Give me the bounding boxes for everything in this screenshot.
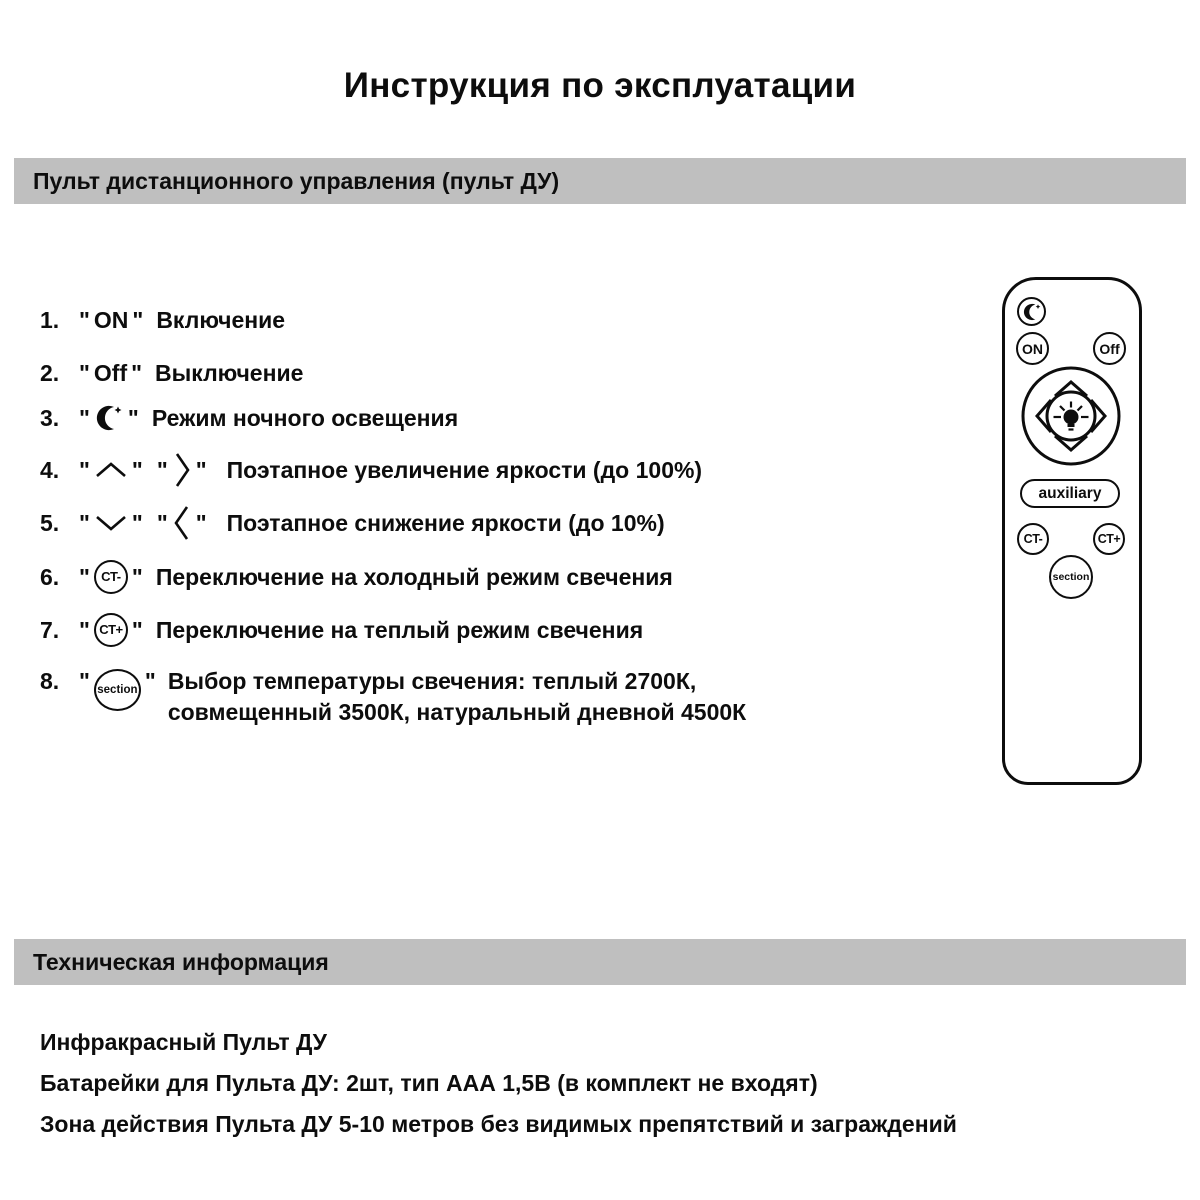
ct-minus-label: CT- <box>1023 532 1043 546</box>
chevron-down-icon <box>94 513 128 533</box>
quote-mark: " <box>195 510 207 536</box>
button-key-label: Off <box>93 360 128 386</box>
badge-label: section <box>97 684 138 696</box>
quote-mark: " <box>79 617 90 643</box>
section-button <box>1049 555 1093 599</box>
quote-mark: " <box>79 668 90 694</box>
quote-mark: " <box>131 564 143 590</box>
item-text: Режим ночного освещения <box>151 405 459 431</box>
on-button <box>1016 332 1049 365</box>
list-item-6 <box>40 559 673 595</box>
on-button-label: ON <box>1022 340 1043 357</box>
moon-icon <box>94 403 124 433</box>
quote-mark: " <box>79 360 90 386</box>
item-text-line2: совмещенный 3500К, натуральный дневной 4500К <box>167 699 747 725</box>
badge-label: CT+ <box>99 622 123 637</box>
item-number: 4. <box>40 457 60 483</box>
tech-line-1: Инфракрасный Пульт ДУ <box>40 1029 327 1055</box>
night-mode-button <box>1017 297 1046 326</box>
quote-mark: " <box>131 510 143 536</box>
ct-plus-button <box>1093 523 1125 555</box>
list-item-5 <box>40 505 665 541</box>
quote-mark: " <box>79 405 90 431</box>
section-button-label: section <box>1052 571 1090 583</box>
tech-line-3: Зона действия Пульта ДУ 5-10 метров без видимых препятствий и заграждений <box>40 1111 957 1137</box>
auxiliary-button-label: auxiliary <box>1038 484 1102 502</box>
quote-mark: " <box>127 405 139 431</box>
list-item-3 <box>40 400 458 436</box>
item-number: 1. <box>40 307 60 333</box>
item-number: 6. <box>40 564 60 590</box>
list-item-8 <box>40 666 746 728</box>
item-number: 3. <box>40 405 60 431</box>
badge-label: CT- <box>101 569 121 584</box>
item-number: 2. <box>40 360 60 386</box>
quote-mark: " <box>131 457 143 483</box>
quote-mark: " <box>156 457 168 483</box>
remote-illustration <box>1002 277 1142 785</box>
item-text: Выключение <box>155 360 304 386</box>
list-item-2 <box>40 355 303 391</box>
list-item-4 <box>40 452 702 488</box>
item-number: 5. <box>40 510 60 536</box>
item-text: Переключение на теплый режим свечения <box>155 617 644 643</box>
item-text: Поэтапное снижение яркости (до 10%) <box>226 510 665 536</box>
quote-mark: " <box>79 307 90 333</box>
section-header-remote <box>14 158 1186 204</box>
section-badge <box>94 669 141 711</box>
chevron-right-icon <box>172 451 192 489</box>
off-button-label: Off <box>1099 340 1120 357</box>
quote-mark: " <box>79 564 90 590</box>
quote-mark: " <box>79 510 90 536</box>
ct-plus-label: CT+ <box>1097 532 1121 546</box>
item-number: 8. <box>40 668 60 694</box>
ct-minus-badge <box>94 560 128 594</box>
item-text: Включение <box>156 307 286 333</box>
chevron-up-icon <box>94 460 128 480</box>
button-key-label: ON <box>93 307 129 333</box>
section-header-tech <box>14 939 1186 985</box>
item-text-line1: Выбор температуры свечения: теплый 2700К, <box>167 668 697 694</box>
quote-mark: " <box>131 617 143 643</box>
auxiliary-button <box>1020 479 1120 508</box>
section-header-remote-label: Пульт дистанционного управления (пульт ДУ) <box>33 167 560 194</box>
item-text: Поэтапное увеличение яркости (до 100%) <box>226 457 703 483</box>
quote-mark: " <box>144 668 156 694</box>
quote-mark: " <box>131 360 143 386</box>
quote-mark: " <box>195 457 207 483</box>
chevron-left-icon <box>172 504 192 542</box>
off-button <box>1093 332 1126 365</box>
nav-pad <box>1020 365 1122 467</box>
list-item-7 <box>40 612 643 648</box>
item-text <box>168 666 746 728</box>
item-number: 7. <box>40 617 60 643</box>
quote-mark: " <box>79 457 90 483</box>
item-text: Переключение на холодный режим свечения <box>155 564 673 590</box>
moon-icon <box>1022 302 1042 322</box>
ct-minus-button <box>1017 523 1049 555</box>
quote-mark: " <box>156 510 168 536</box>
section-header-tech-label: Техническая информация <box>33 948 329 975</box>
page-title: Инструкция по эксплуатации <box>343 66 857 105</box>
tech-line-2: Батарейки для Пульта ДУ: 2шт, тип ААА 1,5В (в комплект не входят) <box>40 1070 818 1096</box>
ct-plus-badge <box>94 613 128 647</box>
list-item-1 <box>40 302 285 338</box>
quote-mark: " <box>132 307 144 333</box>
